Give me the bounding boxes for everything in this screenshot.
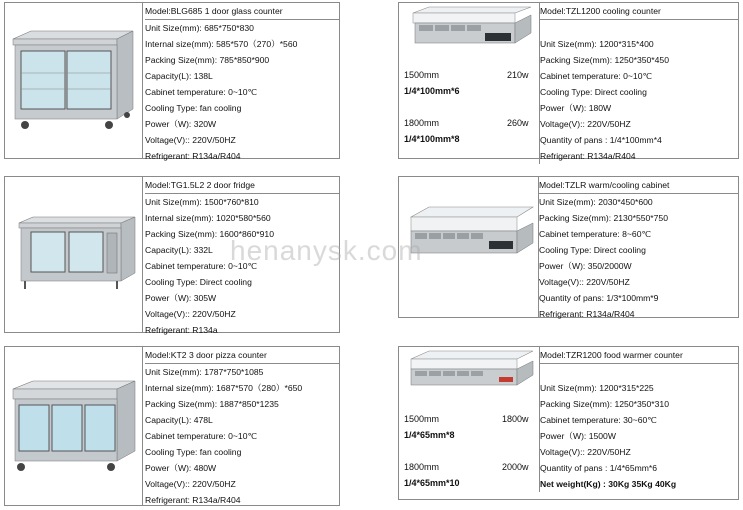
spec-voltage: Voltage(V):: 220V/50HZ: [145, 309, 236, 320]
spec-packing-size: Packing Size(mm): 785*850*900: [145, 55, 270, 66]
product-image-cell: [5, 347, 143, 505]
option-power: 1800w: [502, 414, 529, 424]
spec-refrigerant: Refrigerant: R134a/R404: [145, 495, 241, 506]
option-pans: 1/4*65mm*10: [404, 478, 460, 488]
option-power: 2000w: [502, 462, 529, 472]
spec-temperature: Cabinet temperature: 0~10℃: [540, 71, 653, 82]
spec-unit-size: Unit Size(mm): 1200*315*225: [540, 383, 654, 394]
two-door-fridge-image: [5, 177, 141, 332]
spec-list: [539, 347, 739, 492]
option-power: 210w: [507, 70, 529, 80]
spec-list: [145, 177, 339, 338]
option-pans: 1/4*65mm*8: [404, 430, 455, 440]
spec-pans: Quantity of pans : 1/4*100mm*4: [540, 135, 662, 146]
model-title: Model:KT2 3 door pizza counter: [145, 347, 339, 364]
size-options: [399, 3, 539, 160]
spec-blank: [540, 364, 739, 380]
option-size: 1800mm: [404, 118, 440, 128]
spec-refrigerant: Refrigerant: R134a/R404: [539, 309, 635, 320]
model-title: Model:TG1.5L2 2 door fridge: [145, 177, 339, 194]
spec-internal-size: Internal size(mm): 585*570（270）*560: [145, 39, 298, 50]
model-title: Model:TZL1200 cooling counter: [540, 3, 739, 20]
spec-blank: [540, 20, 739, 36]
spec-voltage: Voltage(V):: 220V/50HZ: [145, 135, 236, 146]
product-card-tzlr: [398, 176, 739, 318]
spec-packing-size: Packing Size(mm): 1250*350*310: [540, 399, 669, 410]
spec-voltage: Voltage(V):: 220V/50HZ: [540, 447, 631, 458]
spec-pans: Quantity of pans: 1/3*100mm*9: [539, 293, 659, 304]
spec-capacity: Capacity(L): 332L: [145, 245, 213, 256]
product-image-cell: [5, 177, 143, 332]
spec-pans: Quantity of pans : 1/4*65mm*6: [540, 463, 658, 474]
spec-refrigerant: Refrigerant: R134a/R404: [540, 151, 636, 162]
spec-net-weight: Net weight(Kg) : 30Kg 35Kg 40Kg: [540, 479, 677, 490]
spec-unit-size: Unit Size(mm): 685*750*830: [145, 23, 254, 34]
spec-internal-size: Internal size(mm): 1020*580*560: [145, 213, 271, 224]
spec-power: Power（W): 350/2000W: [539, 261, 632, 272]
spec-cooling-type: Cooling Type: Direct cooling: [539, 245, 646, 256]
model-title: Model:TZLR warm/cooling cabinet: [539, 177, 738, 194]
product-card-kt2: [4, 346, 340, 506]
spec-temperature: Cabinet temperature: 8~60℃: [539, 229, 652, 240]
spec-list: [145, 347, 339, 508]
pizza-counter-image: [5, 347, 141, 505]
spec-packing-size: Packing Size(mm): 1600*860*910: [145, 229, 274, 240]
spec-cooling-type: Cooling Type: Direct cooling: [540, 87, 647, 98]
watermark: henanysk.com: [230, 235, 423, 266]
option-size: 1500mm: [404, 414, 440, 424]
option-pans: 1/4*100mm*8: [404, 134, 460, 144]
spec-voltage: Voltage(V):: 220V/50HZ: [539, 277, 630, 288]
spec-power: Power（W): 305W: [145, 293, 217, 304]
product-image-cell: [399, 177, 539, 317]
spec-refrigerant: Refrigerant: R134a: [145, 325, 218, 336]
spec-voltage: Voltage(V):: 220V/50HZ: [540, 119, 631, 130]
spec-temperature: Cabinet temperature: 0~10℃: [145, 261, 258, 272]
spec-cooling-type: Cooling Type: Direct cooling: [145, 277, 252, 288]
spec-power: Power（W): 180W: [540, 103, 612, 114]
product-card-blg685: [4, 2, 340, 162]
glass-door-counter-image: [5, 3, 141, 158]
spec-temperature: Cabinet temperature: 0~10℃: [145, 87, 258, 98]
spec-internal-size: Internal size(mm): 1687*570（280）*650: [145, 383, 303, 394]
model-title: Model:BLG685 1 door glass counter: [145, 3, 339, 20]
spec-temperature: Cabinet temperature: 0~10℃: [145, 431, 258, 442]
spec-packing-size: Packing Size(mm): 1250*350*450: [540, 55, 669, 66]
spec-capacity: Capacity(L): 478L: [145, 415, 213, 426]
spec-list: [539, 177, 738, 322]
option-power: 260w: [507, 118, 529, 128]
model-title: Model:TZR1200 food warmer counter: [540, 347, 739, 364]
spec-packing-size: Packing Size(mm): 2130*550*750: [539, 213, 668, 224]
spec-power: Power（W): 480W: [145, 463, 217, 474]
spec-list: [539, 3, 739, 164]
option-size: 1800mm: [404, 462, 440, 472]
spec-list: [145, 3, 339, 164]
spec-power: Power（W): 1500W: [540, 431, 616, 442]
spec-unit-size: Unit Size(mm): 1787*750*1085: [145, 367, 264, 378]
spec-temperature: Cabinet temperature: 30~60℃: [540, 415, 657, 426]
spec-packing-size: Packing Size(mm): 1887*850*1235: [145, 399, 279, 410]
product-card-tg15l2: [4, 176, 340, 336]
spec-unit-size: Unit Size(mm): 1500*760*810: [145, 197, 259, 208]
product-card-tzr1200: [398, 346, 739, 500]
spec-unit-size: Unit Size(mm): 1200*315*400: [540, 39, 654, 50]
spec-unit-size: Unit Size(mm): 2030*450*600: [539, 197, 653, 208]
product-card-tzl1200: [398, 2, 739, 162]
spec-cooling-type: Cooling Type: fan cooling: [145, 103, 242, 114]
spec-refrigerant: Refrigerant: R134a/R404: [145, 151, 241, 162]
spec-voltage: Voltage(V):: 220V/50HZ: [145, 479, 236, 490]
spec-cooling-type: Cooling Type: fan cooling: [145, 447, 242, 458]
warm-cooling-cabinet-image: [399, 177, 537, 317]
option-pans: 1/4*100mm*6: [404, 86, 460, 96]
spec-capacity: Capacity(L): 138L: [145, 71, 213, 82]
product-image-cell: [5, 3, 143, 158]
option-size: 1500mm: [404, 70, 440, 80]
spec-power: Power（W): 320W: [145, 119, 217, 130]
size-options: [399, 347, 539, 499]
